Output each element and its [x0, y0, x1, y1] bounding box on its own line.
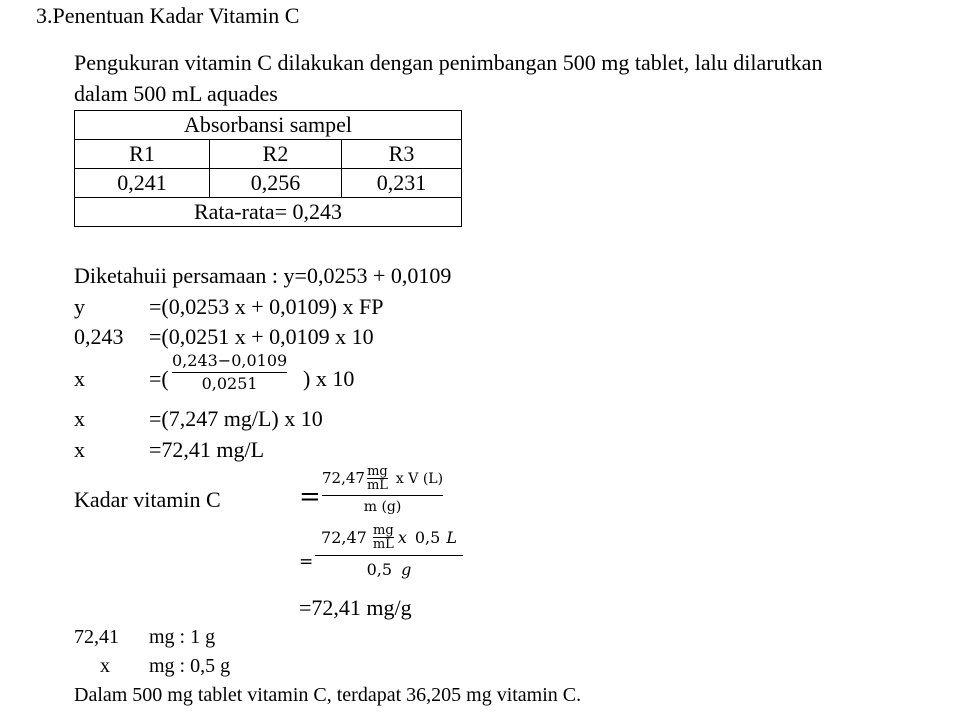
table-header-r3: R3 [342, 140, 462, 169]
table-value-r2: 0,256 [210, 169, 342, 198]
f2-tail-val: 0,5 [414, 527, 441, 547]
f1-tail: x V (L) [395, 470, 444, 487]
kadar-equals-2: = [299, 552, 314, 572]
table-value-r1: 0,241 [75, 169, 210, 198]
step5-lhs: x [74, 437, 85, 462]
ratio1-lhs: 72,41 [74, 626, 119, 648]
step2-rhs: =(0,0251 x + 0,0109 x 10 [149, 324, 374, 349]
ratio2-lhs: x [100, 655, 110, 677]
equation-intro: Diketahuii persamaan : y=0,0253 + 0,0109 [74, 263, 452, 288]
step3-close: ) x 10 [303, 366, 355, 391]
f2-unit-den: mL [372, 537, 394, 552]
step1-lhs: y [74, 294, 85, 319]
table-header-r2: R2 [210, 140, 342, 169]
f2-value: 72,47 [321, 527, 367, 547]
intro-text-line1: Pengukuran vitamin C dilakukan dengan penimbangan 500 mg tablet, lalu dilarutkan [74, 50, 823, 75]
intro-text-line2: dalam 500 mL aquades [74, 81, 278, 106]
kadar-fraction-1 [322, 465, 443, 514]
table-average: Rata-rata= 0,243 [75, 198, 462, 227]
step1-rhs: =(0,0253 x + 0,0109) x FP [149, 294, 384, 319]
f1-value: 72,47 [322, 469, 365, 487]
step3-denominator: 0,0251 [201, 374, 258, 393]
kadar-fraction-2 [315, 524, 463, 578]
step3-open: =( [149, 366, 169, 391]
f1-unit-den: mL [366, 478, 388, 493]
step2-lhs: 0,243 [74, 324, 124, 349]
step4-lhs: x [74, 406, 85, 431]
f2-tail-unit: L [446, 527, 457, 547]
step3-fraction [172, 353, 287, 392]
kadar-label: Kadar vitamin C [74, 487, 221, 512]
f2-den-val: 0,5 [366, 560, 393, 579]
f1-denominator: m (g) [363, 499, 402, 515]
table-title: Absorbansi sampel [75, 111, 462, 140]
conclusion-text: Dalam 500 mg tablet vitamin C, terdapat 36,205 mg vitamin C. [74, 684, 582, 706]
table-value-r3: 0,231 [342, 169, 462, 198]
f2-unit-num: mg [373, 523, 394, 538]
kadar-equals-1: = [299, 482, 321, 512]
kadar-result: =72,41 mg/g [299, 595, 412, 620]
section-heading: 3.Penentuan Kadar Vitamin C [36, 3, 300, 28]
f1-unit-num: mg [367, 464, 388, 479]
ratio2-rhs: mg : 0,5 g [149, 655, 231, 677]
ratio1-rhs: mg : 1 g [149, 626, 216, 648]
table-header-r1: R1 [75, 140, 210, 169]
f2-den-unit: g [401, 560, 412, 579]
absorbance-table [74, 110, 462, 227]
f2-tail-x: x [397, 527, 407, 547]
step3-numerator: 0,243−0,0109 [172, 351, 288, 370]
step5-rhs: =72,41 mg/L [149, 437, 265, 462]
step3-lhs: x [74, 366, 85, 391]
step4-rhs: =(7,247 mg/L) x 10 [149, 406, 323, 431]
